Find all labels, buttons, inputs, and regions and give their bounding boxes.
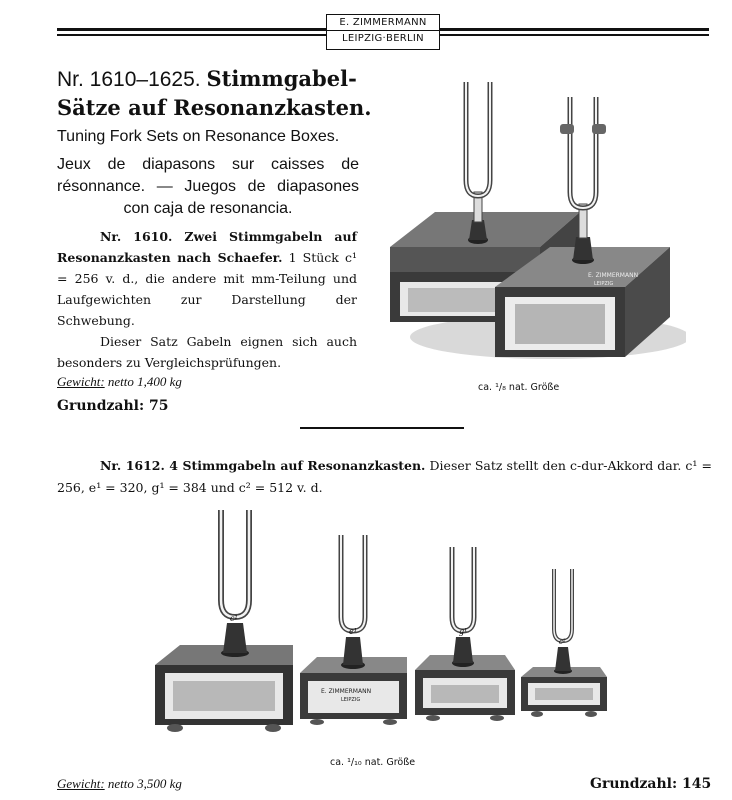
fork-label-c1: c¹ — [230, 614, 238, 623]
box-label-2: LEIPZIG — [594, 281, 614, 287]
item-1612-grundzahl: Grundzahl: 145 — [590, 776, 712, 792]
item-1612-text: Dieser Satz stellt den c-dur-Akkord dar. c¹ = 256, e¹ = 320, g¹ = 384 und c² = 512 v. d. — [57, 458, 712, 495]
section-title-line-1 — [57, 66, 357, 92]
item-1612-weight — [57, 776, 182, 792]
section-divider — [300, 427, 464, 429]
item-1610-weight — [57, 374, 182, 390]
brand-logo — [326, 14, 440, 50]
english-title: Tuning Fork Sets on Resonance Boxes. — [57, 128, 340, 145]
weight-value: netto 1,400 kg — [107, 374, 182, 389]
box-label-1: E. ZIMMERMANN — [588, 272, 639, 279]
weight-label: Gewicht: — [57, 776, 105, 791]
item-1610-caption: ca. ¹/₈ nat. Größe — [478, 382, 560, 393]
item-1612-description — [57, 455, 712, 499]
illustration-four-forks — [145, 505, 625, 750]
brand-line-2: LEIPZIG·BERLIN — [327, 30, 439, 46]
illustration-two-forks — [370, 72, 686, 372]
item-1610-grundzahl: Grundzahl: 75 — [57, 398, 169, 414]
item-1612-heading: Nr. 1612. 4 Stimmgabeln auf Resonanzkasten. — [100, 458, 426, 473]
box-label-1: E. ZIMMERMANN — [321, 688, 372, 695]
section-title-part-1: Stimmgabel- — [206, 66, 357, 91]
section-number: Nr. 1610–1625. — [57, 68, 201, 91]
french-spanish-title: Jeux de diapasons sur caisses de résonnance. — Juegos de diapasones con caja de resonancia. — [57, 156, 359, 217]
box-label-2: LEIPZIG — [341, 697, 361, 703]
fork-label-g1: g¹ — [459, 627, 468, 636]
item-1610-description — [57, 226, 357, 373]
section-title-part-2: Sätze auf Resonanzkasten. — [57, 95, 372, 120]
item-1612-caption: ca. ¹/₁₀ nat. Größe — [330, 757, 416, 768]
brand-line-1: E. ZIMMERMANN — [339, 17, 427, 28]
weight-label: Gewicht: — [57, 374, 105, 389]
item-1610-text: 1 Stück c¹ = 256 v. d., die andere mit mm-Teilung und Laufgewichten zur Darstellung der Schwebung. — [57, 250, 357, 328]
weight-value: netto 3,500 kg — [107, 776, 182, 791]
fork-label-c2: c² — [559, 638, 566, 646]
fork-label-e1: e¹ — [349, 627, 357, 636]
item-1610-heading: Nr. 1610. Zwei Stimmgabeln auf Resonanzkasten nach Schaefer. — [57, 229, 357, 265]
item-1610-text-2: Dieser Satz Gabeln eignen sich auch besonders zu Vergleichsprüfungen. — [57, 334, 357, 370]
